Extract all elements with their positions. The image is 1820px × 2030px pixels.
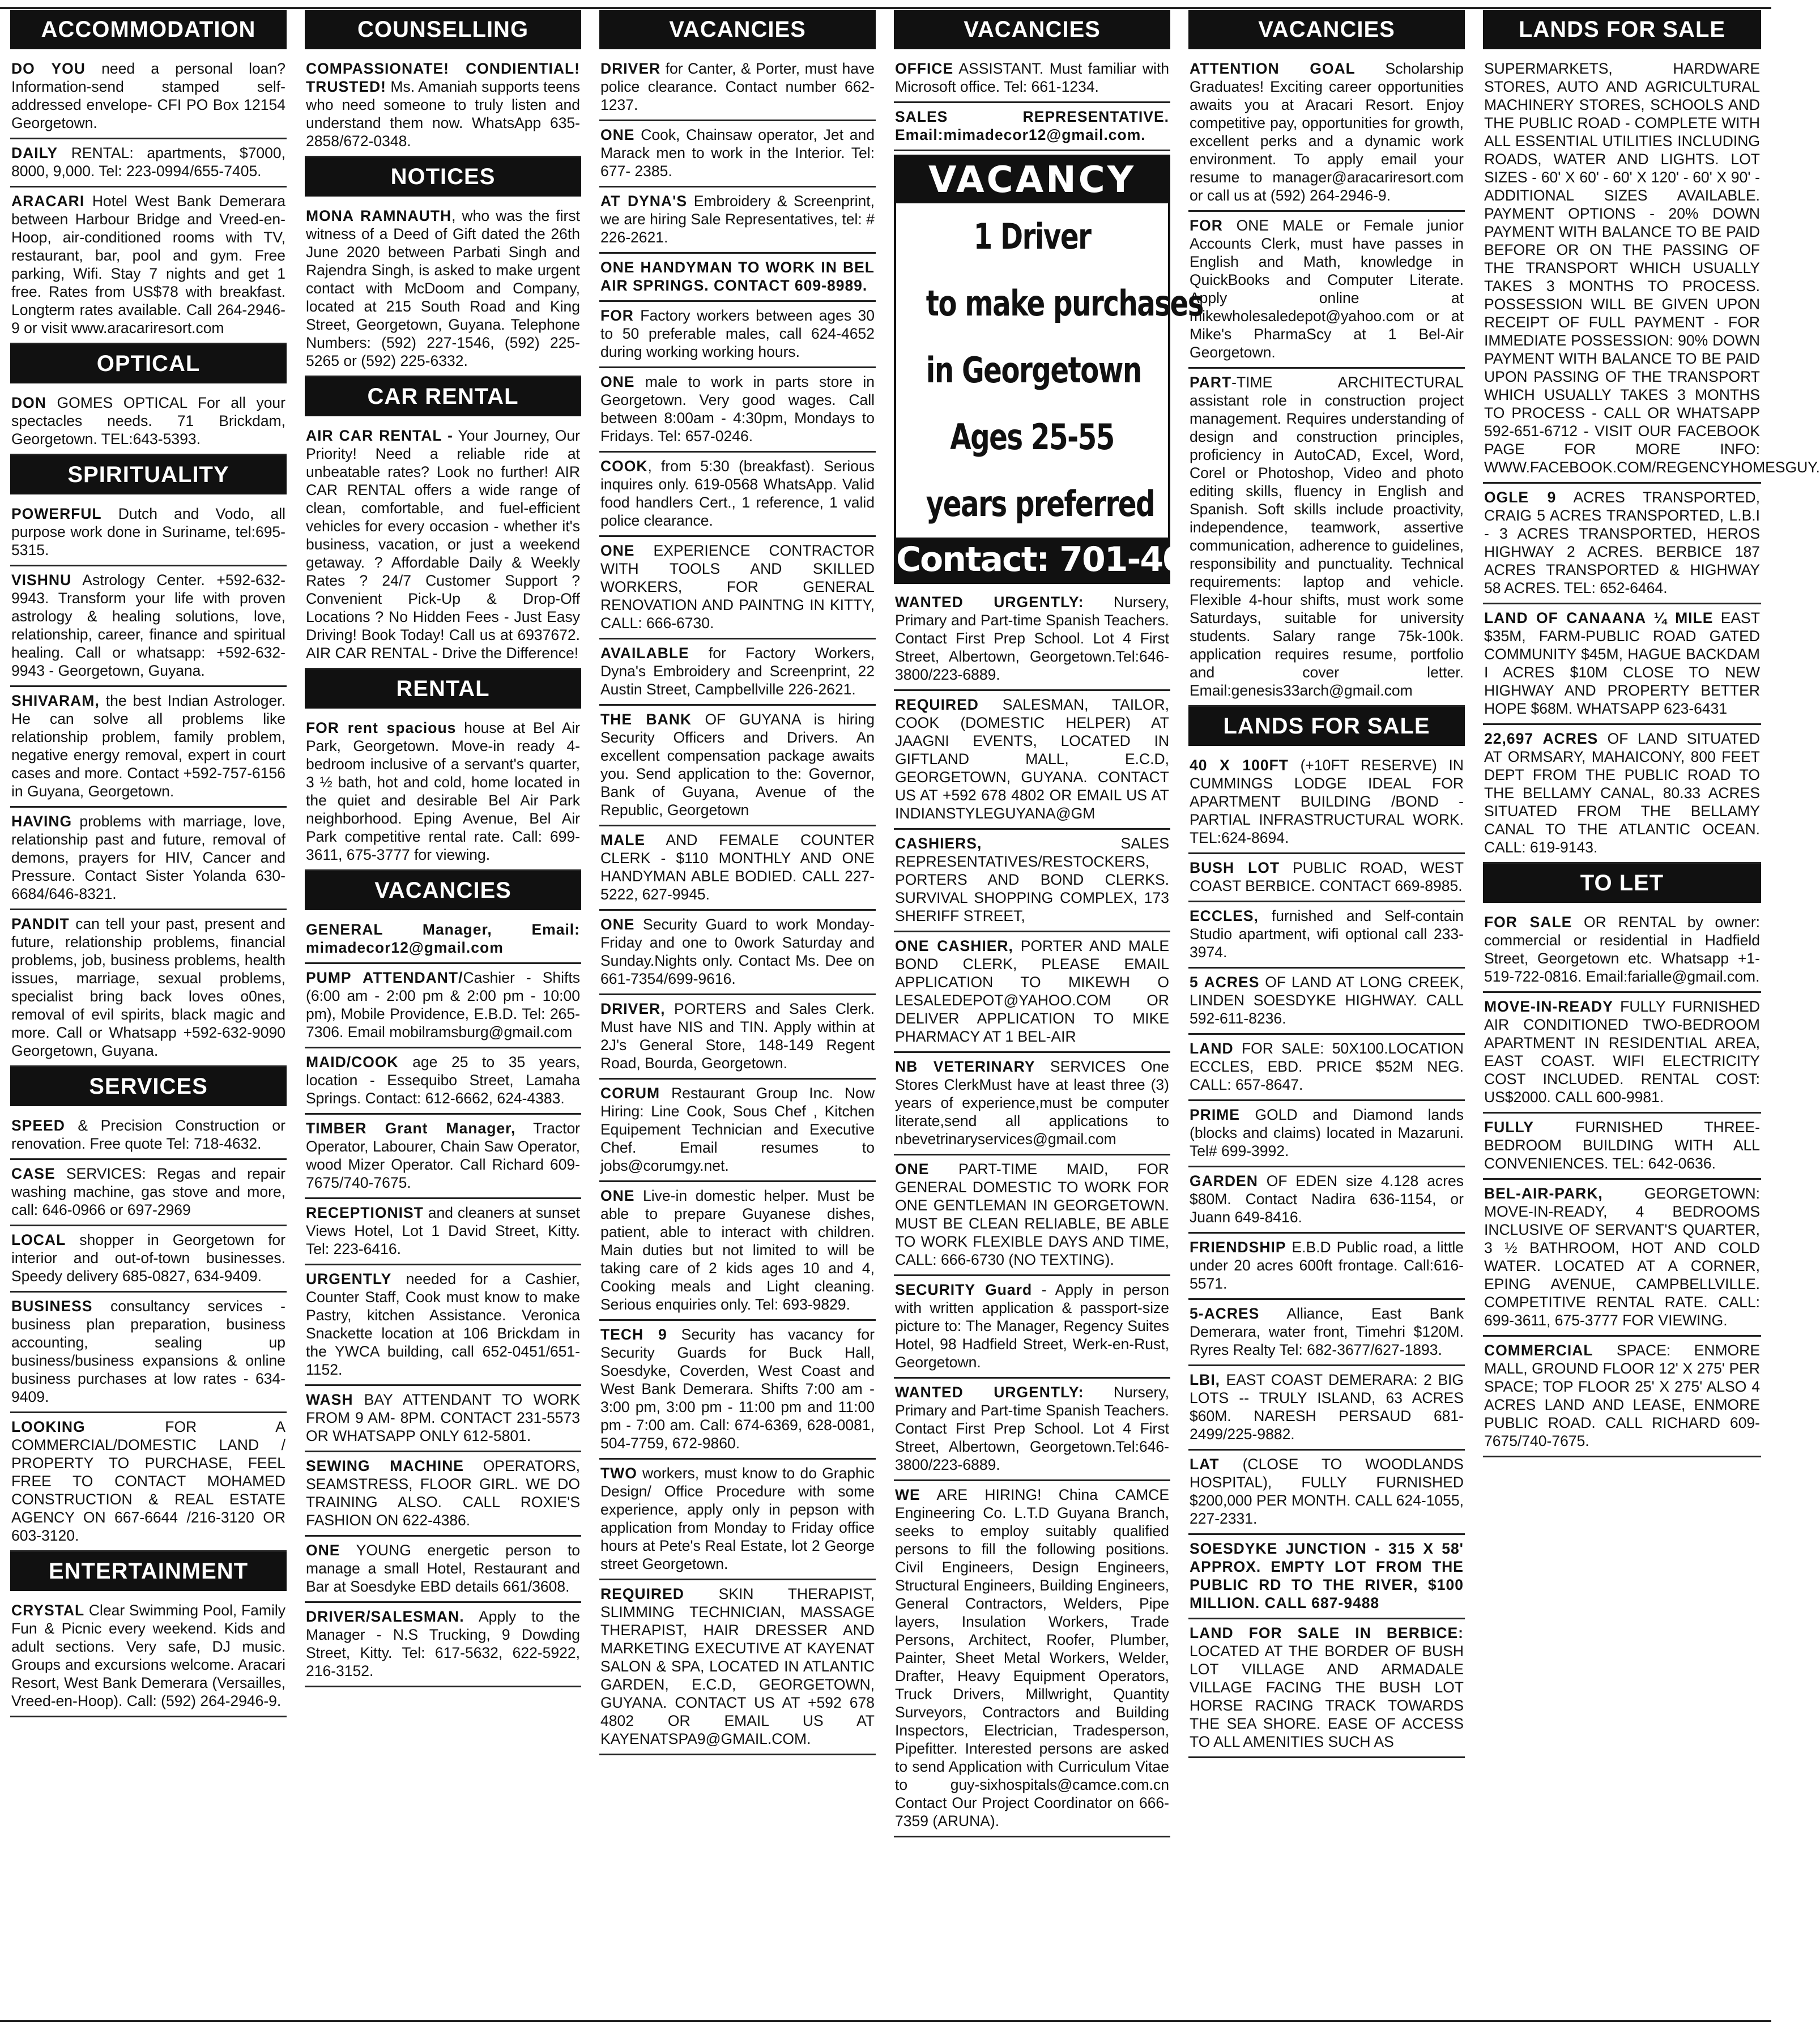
ad-lead: CRYSTAL (11, 1602, 85, 1619)
classified-ad (894, 1155, 1170, 1276)
ad-lead: LAT (1190, 1456, 1220, 1473)
classified-ad (599, 121, 876, 187)
display-ad-line: in Georgetown (926, 349, 1141, 391)
ad-text: can tell your past, present and future, relationship problems, financial problems, job, business problems, health issues, marriage, sexual problems, specialist bring back loves o0nes, removal of evil spirits, black magic and more. Call or Whatsapp +592-632-9090 Georgetown, Guyana. (11, 915, 285, 1059)
ad-text: SUPERMARKETS, HARDWARE STORES, AUTO AND AGRICULTURAL MACHINERY STORES, SCHOOLS AND THE PUBLIC ROAD - COMPLETE WITH ALL ESSENTIAL UTILITIES INCLUDING ROADS, WATER AND LIGHTS. LOT SIZES - 60' X 60' - 60' X 120' - 60' X 90' - ADDITIONAL SIZES AVAILABLE. PAYMENT OPTIONS - 20% DOWN PAYMENT WITH BALANCE TO BE PAID BEFORE OR ON THE PASSING OF THE TRANSPORT WHICH USUALLY TAKES 3 MONTHS TO PROCESS. POSSESSION WILL BE GIVEN UPON RECEIPT OF FULL PAYMENT - FOR IMMEDIATE POSSESSION: 90% DOWN PAYMENT WITH BALANCE TO BE PAID UPON PASSING OF THE TRANSPORT WHICH USUALLY TAKES 3 MONTHS TO PROCESS - CALL OR WHATSAPP 592-651-6712 - VISIT OUR FACEBOOK PAGE FOR MORE INFO: WWW.FACEBOOK.COM/REGENCYHOMESGUY. (1484, 60, 1820, 476)
classified-ad (305, 1199, 581, 1265)
classified-ad (305, 55, 581, 157)
ad-text: for Factory Workers, Dyna's Embroidery and Screenprint, 22 Austin Street, Campbellville 226-2621. (600, 645, 875, 698)
classified-ad (599, 706, 876, 826)
ad-text: and cleaners at sunset Views Hotel, Lot 1 David Street, Kitty. Tel: 223-6416. (306, 1204, 580, 1257)
classified-ad (305, 1048, 581, 1115)
classified-ad (10, 808, 287, 910)
column-5 (1188, 10, 1465, 2018)
classified-ad (599, 302, 876, 368)
ad-text: SERVICES One Stores ClerkMust have at least three (3) years of experience,must be computer literate,send all applications to nbevetrinaryservices@gmail.com (895, 1058, 1169, 1148)
ad-lead: SECURITY Guard (895, 1281, 1033, 1298)
ad-text: Embroidery & Screenprint, we are hiring Sale Representatives, tel: # 226-2621. (600, 193, 875, 246)
ad-lead: PART (1190, 374, 1232, 391)
classified-ad (1188, 55, 1465, 212)
ad-lead: WE (895, 1486, 920, 1503)
classified-ad (599, 1321, 876, 1460)
ad-lead: CORUM (600, 1085, 660, 1102)
classified-ad (10, 55, 287, 139)
ad-lead: PANDIT (11, 915, 70, 932)
classified-ad (1188, 854, 1465, 902)
ad-text: (CLOSE TO WOODLANDS HOSPITAL), FULLY FURNISHED $200,000 PER MONTH. CALL 624-1055, 227-2331. (1190, 1456, 1464, 1527)
ad-lead: TIMBER Grant Manager, (306, 1120, 516, 1137)
ad-lead: 40 X 100FT (1190, 757, 1289, 774)
ad-text: E.B.D Public road, a little under 20 acres 600ft frontage. Call:616-5571. (1190, 1239, 1464, 1292)
ad-text: Apply to the Manager - N.S Trucking, 9 Dowding Street, Kitty. Tel: 617-5632, 622-5922, 216-3152. (306, 1608, 580, 1679)
classified-ad (599, 911, 876, 995)
ad-lead: DO YOU (11, 60, 86, 77)
classified-ad (10, 1112, 287, 1160)
ad-lead: OFFICE (895, 60, 954, 77)
ad-lead: REQUIRED (895, 696, 979, 713)
section-heading-counselling: COUNSELLING (305, 10, 581, 49)
ad-lead: MOVE-IN-READY (1484, 998, 1613, 1015)
ad-lead: FRIENDSHIP (1190, 1239, 1286, 1256)
ad-text: Your Journey, Our Priority! Need a reliable ride at unbeatable rates? Look no further! AIR CAR RENTAL offers a wide range of clean, comfortable, and fuel-efficient vehicles for every occasion - whether it's business, vacation, or just a weekend getaway. ? Affordable Daily & Weekly Rates ? 24/7 Customer Support ? Convenient Pick-Up & Drop-Off Locations ? No Hidden Fees - Just Easy Driving! Book Today! Call us at 6937672. AIR CAR RENTAL - Drive the Difference! (306, 427, 580, 662)
classified-ad (894, 1481, 1170, 1837)
classified-ad (1483, 55, 1820, 484)
ad-lead: BEL-AIR-PARK, (1484, 1185, 1603, 1202)
ad-lead: FOR (1190, 217, 1223, 234)
classified-ad (305, 714, 581, 871)
classified-ad (1188, 1535, 1465, 1619)
classified-ad (305, 916, 581, 964)
ad-lead: BUSH LOT (1190, 859, 1280, 876)
classified-ad (599, 368, 876, 453)
classified-ad (1483, 1337, 1761, 1457)
ad-text: Clear Swimming Pool, Family Fun & Picnic every weekend. Kids and adult sections. Very safe, DJ music. Groups and excursions welcome. Aracari Resort, West Bank Demerara (Versailles, Vreed-en-Hoop). Call: (592) 264-2946-9. (11, 1602, 285, 1709)
ad-lead: CASHIERS, (895, 835, 982, 852)
classified-ad (1188, 212, 1465, 369)
ad-lead: ECCLES, (1190, 907, 1259, 924)
ad-text: - Apply in person with written application & passport-size picture to: The Manager, Regency Suites Hotel, 98 Hadfield Street, Werk-en-Rust, Georgetown. (895, 1281, 1169, 1371)
column-1 (10, 10, 287, 2018)
section-heading-notices: NOTICES (305, 157, 581, 197)
classified-ad (305, 202, 581, 377)
ad-text: SERVICES: Regas and repair washing machine, gas stove and more, call: 646-0966 or 697-2969 (11, 1165, 285, 1218)
classified-ad (599, 187, 876, 254)
ad-text: GOLD and Diamond lands (blocks and claims) located in Mazaruni. Tel# 699-3992. (1190, 1106, 1464, 1159)
ad-text: Dutch and Vodo, all purpose work done in Suriname, tel:695-5315. (11, 505, 285, 558)
ad-text: consultancy services - business plan preparation, business accounting, sealing up business/business expansions & online business purchases at low rates - 634-9409. (11, 1298, 285, 1405)
classified-ad (1188, 1300, 1465, 1366)
ad-lead: ONE (600, 126, 635, 143)
ad-text: SALESMAN, TAILOR, COOK (DOMESTIC HELPER) AT JAAGNI EVENTS, LOCATED IN GIFTLAND MALL, E.C.D, GEORGETOWN, GUYANA. CONTACT US AT +592 678 4802 OR EMAIL US AT INDIANSTYLEGUYANA@GM (895, 696, 1169, 822)
ad-lead: DON (11, 394, 46, 411)
ad-lead: DRIVER, (600, 1000, 666, 1017)
ad-text: OF LAND SITUATED AT ORMSARY, MAHAICONY, 800 FEET DEPT FROM THE PUBLIC ROAD TO THE BELLAMY CANAL, 80.33 ACRES SITUATED FROM THE BELLAMY CANAL TO THE ATLANTIC OCEAN. CALL: 619-9143. (1484, 730, 1760, 856)
ad-lead: LOCAL (11, 1231, 66, 1248)
ad-lead: ONE (600, 373, 635, 390)
ad-lead: COMPASSIONATE! CONDIENTIAL! TRUSTED! (306, 60, 580, 95)
ad-lead: 22,697 ACRES (1484, 730, 1599, 747)
classified-ad (1483, 909, 1761, 993)
ad-lead: DRIVER (600, 60, 661, 77)
ad-text: OR RENTAL by owner: commercial or residential in Hadfield Street, Georgetown etc. Whatsapp +1-519-722-0816. Email:farialle@gmail.com. (1484, 914, 1761, 985)
ad-text: ONE MALE or Female junior Accounts Clerk, must have passes in English and Math, knowledge in QuickBooks and Computer Literate. Apply online at mikewholesaledepot@yahoo.com or at Mike's PharmaScy at 1 Bel-Air Georgetown. (1190, 217, 1464, 361)
ad-text: ASSISTANT. Must familiar with Microsoft office. Tel: 661-1234. (895, 60, 1169, 95)
ad-text: GOMES OPTICAL For all your spectacles needs. 71 Brickdam, Georgetown. TEL:643-5393. (11, 394, 285, 447)
display-ad-line: 1 Driver (973, 216, 1091, 257)
ad-lead: TECH 9 (600, 1326, 667, 1343)
ad-text: FURNISHED THREE-BEDROOM BUILDING WITH ALL CONVENIENCES. TEL: 642-0636. (1484, 1119, 1760, 1172)
ad-text: ARE HIRING! China CAMCE Engineering Co. L.T.D Guyana Branch, seeks to employ suitably qualified persons to fill the following positions. Civil Engineers, Design Engineers, Structural Engineers, Building Engineers, General Contractors, Welders, Pipe layers, Insulation Workers, Trade Persons, Architect, Roofer, Plumber, Painter, Sheet Metal Workers, Welder, Drafter, Heavy Equipment Operators, Truck Drivers, Millwright, Quantity Surveyors, Contractors and Building Inspectors, Electrician, Tradesperson, Pipefitter. Interested persons are asked to send Application with Curriculum Vitae to guy-sixhospitals@camce.com.cn Contact Our Project Coordinator on 666-7359 (ARUNA). (895, 1486, 1169, 1829)
ad-text: OF LAND AT LONG CREEK, LINDEN SOESDYKE HIGHWAY. CALL 592-611-8236. (1190, 974, 1464, 1027)
ad-text: Nursery, Primary and Part-time Spanish Teachers. Contact First Prep School. Lot 4 First Street, Albertown, Georgetown.Tel:646-3800/223-6889. (895, 1384, 1169, 1473)
display-ad-line: Ages 25-55 (950, 416, 1114, 458)
classified-ad (10, 1597, 287, 1717)
ad-lead: SALES REPRESENTATIVE. Email:mimadecor12@gmail.com. (895, 108, 1169, 143)
column-3 (599, 10, 876, 2018)
classified-ad (894, 1276, 1170, 1379)
ad-text: EAST $35M, FARM-PUBLIC ROAD GATED COMMUNITY $45M, HAGUE BACKDAM I ACRES $10M CLOSE TO NEW HIGHWAY AND PROPERTY BETTER HOPE $68M. WHATSAPP 623-6431 (1484, 609, 1761, 717)
ad-text: FOR SALE: 50X100.LOCATION ECCLES, EBD. PRICE $52M NEG. CALL: 657-8647. (1190, 1040, 1464, 1093)
section-heading-rental: RENTAL (305, 669, 581, 709)
classified-ad (1188, 369, 1465, 707)
ad-lead: ONE (306, 1542, 340, 1559)
classified-ad (1483, 1180, 1761, 1337)
bottom-border (0, 2020, 1771, 2030)
ad-text: ACRES TRANSPORTED, CRAIG 5 ACRES TRANSPORTED, L.B.I - 3 ACRES TRANSPORTED, HEROS HIGHWAY 2 ACRES. BERBICE 187 ACRES TRANSPORTED & HIGHWAY 58 ACRES. TEL: 652-6464. (1484, 489, 1760, 596)
ad-lead: SHIVARAM, (11, 692, 100, 709)
ad-lead: ATTENTION GOAL (1190, 60, 1356, 77)
ad-lead: NB VETERINARY (895, 1058, 1035, 1075)
classified-ad (305, 422, 581, 669)
classified-ad (1188, 1366, 1465, 1451)
classifieds-page (10, 10, 1820, 2018)
classified-ad (1188, 1234, 1465, 1300)
ad-text: BAY ATTENDANT TO WORK FROM 9 AM- 8PM. CONTACT 231-5573 OR WHATSAPP ONLY 612-5801. (306, 1391, 580, 1444)
top-border (0, 0, 1771, 9)
classified-ad (10, 1226, 287, 1293)
ad-lead: ARACARI (11, 193, 85, 210)
classified-ad (305, 1537, 581, 1603)
classified-ad (599, 639, 876, 706)
ad-text: -TIME ARCHITECTURAL assistant role in construction project management. Requires understanding of design and construction principles, proficiency in AutoCAD, Excel, Word, Corel or Photoshop, Video and photo editing skills, fluency in English and Spanish. Soft skills include proactivity, independence, teamwork, assertive communication, adherence to guidelines, responsibility and punctuality. Technical requirements: laptop and vehicle. Flexible 4-hour shifts, must work some Saturdays, suitable for university students. Salary range 75k-100k. application requires resume, portfolio and cover letter. Email:genesis33arch@gmail.com (1190, 374, 1464, 699)
classified-ad (599, 826, 876, 911)
ad-lead: FOR (600, 307, 634, 324)
classified-ad (305, 1386, 581, 1452)
ad-lead: POWERFUL (11, 505, 102, 522)
classified-ad (894, 103, 1170, 151)
section-heading-optical: OPTICAL (10, 344, 287, 383)
ad-text: Astrology Center. +592-632-9943. Transform your life with proven astrology & healing solutions, love, relationship, career, finance and spiritual healing. Call or whatsapp: +592-632-9943 - Georgetown, Guyana. (11, 572, 285, 679)
ad-lead: COOK (600, 458, 648, 475)
classified-ad (894, 932, 1170, 1053)
classified-ad (1188, 1035, 1465, 1101)
ad-text: house at Bel Air Park, Georgetown. Move-in ready 4-bedroom inclusive of a servant's quarter, 3 ½ bath, hot and cold, home located in the quiet and desirable Bel Air Park neighborhood. Eping Avenue, Bel Air Park competitive rental rate. Call: 699-3611, 675-3777 for viewing. (306, 719, 580, 863)
classified-ad (1188, 1101, 1465, 1167)
classified-ad (10, 1293, 287, 1413)
classified-ad (599, 55, 876, 121)
ad-lead: FOR rent spacious (306, 719, 457, 736)
ad-lead: AT DYNA'S (600, 193, 688, 210)
ad-text: & Precision Construction or renovation. Free quote Tel: 718-4632. (11, 1117, 285, 1152)
ad-text: male to work in parts store in Georgetown. Very good wages. Call between 8:00am - 4:30pm, Mondays to Fridays. Tel: 657-0246. (600, 373, 875, 445)
ad-text: Ms. Amaniah supports teens who need someone to truly listen and understand them now. WhatsApp 635-2858/672-0348. (306, 78, 580, 150)
ad-text: LOCATED AT THE BORDER OF BUSH LOT VILLAGE AND ARMADALE VILLAGE FACING THE BUSH LOT HORSE RACING TRACK TOWARDS THE SEA SHORE. EASE OF ACCESS TO ALL AMENITIES SUCH AS (1190, 1643, 1464, 1750)
ad-lead: GENERAL Manager, Email: mimadecor12@gmail.com (306, 921, 580, 956)
classified-ad (1483, 604, 1761, 725)
display-ad-line: to make purchases (926, 283, 1203, 324)
ad-text: PUBLIC ROAD, WEST COAST BERBICE. CONTACT 669-8985. (1190, 859, 1464, 894)
classified-ad (599, 254, 876, 302)
classified-ad (10, 187, 287, 344)
ad-lead: TWO (600, 1465, 637, 1482)
ad-lead: ONE (600, 1187, 635, 1204)
classified-ad (894, 830, 1170, 932)
classified-ad (1188, 1167, 1465, 1234)
classified-ad (10, 500, 287, 566)
classified-ad (1188, 752, 1465, 854)
classified-ad (10, 687, 287, 808)
classified-ad (599, 995, 876, 1080)
ad-lead: ONE CASHIER, (895, 937, 1013, 954)
ad-text: Factory workers between ages 30 to 50 preferable males, call 624-4652 during working working hours. (600, 307, 875, 360)
section-heading-lands-for-sale: LANDS FOR SALE (1188, 707, 1465, 746)
classified-ad (10, 1160, 287, 1226)
section-heading-entertainment: ENTERTAINMENT (10, 1552, 287, 1591)
ad-lead: OGLE 9 (1484, 489, 1557, 506)
section-heading-vacancies: VACANCIES (1188, 10, 1465, 49)
ad-lead: HAVING (11, 813, 73, 830)
ad-text: Cook, Chainsaw operator, Jet and Marack men to work in the Interior. Tel: 677- 2385. (600, 126, 875, 180)
display-ad-title: VACANCY (896, 157, 1168, 203)
ad-text: EAST COAST DEMERARA: 2 BIG LOTS -- TRULY ISLAND, 63 ACRES $60M. NARESH PERSAUD 681-2499/225-9882. (1190, 1371, 1464, 1443)
classified-ad (305, 1115, 581, 1199)
section-heading-vacancies: VACANCIES (599, 10, 876, 49)
column-6 (1483, 10, 1820, 2018)
ad-text: Security has vacancy for Security Guards for Buck Hall, Soesdyke, Coverden, West Coast and West Bank Demerara. Shifts 7:00 am - 3:00 pm, 3:00 pm - 11:00 pm and 11:00 pm - 7:00 am. Call: 674-6369, 628-0081, 504-7759, 672-9860. (600, 1326, 875, 1452)
ad-text: Hotel West Bank Demerara between Harbour Bridge and Vreed-en-Hoop, air-conditioned rooms with TV, restaurant, bar, pool and gym. Free parking, Wifi. Stay 7 nights and get 1 free. Rates from US$78 with breakfast. Longterm rates available. Call 264-2946-9 or visit www.aracariresort.com (11, 193, 285, 336)
ad-text: YOUNG energetic person to manage a small Hotel, Restaurant and Bar at Soesdyke EBD details 661/3608. (306, 1542, 580, 1595)
ad-text: Alliance, East Bank Demerara, water front, Timehri $120M. Ryres Realty Tel: 682-3677/627-1893. (1190, 1305, 1464, 1358)
ad-text: SALES REPRESENTATIVES/RESTOCKERS, PORTERS AND BOND CLERKS. SURVIVAL SHOPPING COMPLEX, 173 SHERIFF STREET, (895, 835, 1169, 924)
ad-lead: FOR SALE (1484, 914, 1572, 931)
ad-text: Restaurant Group Inc. Now Hiring: Line Cook, Sous Chef , Kitchen Equipement Technician and Executive Chef. Email resumes to jobs@corumgy.net. (600, 1085, 875, 1174)
classified-ad (305, 964, 581, 1048)
ad-lead: LOOKING (11, 1418, 86, 1435)
classified-ad (305, 1452, 581, 1537)
classified-ad (894, 691, 1170, 830)
ad-text: shopper in Georgetown for interior and out-of-town businesses. Speedy delivery 685-0827, 634-9409. (11, 1231, 285, 1285)
ad-text: PART-TIME MAID, FOR GENERAL DOMESTIC TO WORK FOR ONE GENTLEMAN IN GEORGETOWN. MUST BE CLEAN RELIABLE, BE ABLE TO WORK FLEXIBLE DAYS AND TIME, CALL: 666-6730 (NO TEXTING). (895, 1161, 1169, 1268)
section-heading-lands-for-sale: LANDS FOR SALE (1483, 10, 1761, 49)
ad-text: (+10FT RESERVE) IN CUMMINGS LODGE IDEAL FOR APARTMENT BUILDING /BOND - PARTIAL INFRASTRUCTURAL WORK. TEL:624-8694. (1190, 757, 1464, 846)
section-heading-car-rental: CAR RENTAL (305, 377, 581, 416)
ad-text: PORTERS and Sales Clerk. Must have NIS and TIN. Apply within at 2J's General Store, 148-149 Regent Road, Bourda, Georgetown. (600, 1000, 875, 1072)
classified-ad (599, 1080, 876, 1182)
ad-text: FOR A COMMERCIAL/DOMESTIC LAND / PROPERTY TO PURCHASE, FEEL FREE TO CONTACT MOHAMED CONSTRUCTION & REAL ESTATE AGENCY ON 667-6644 /216-3120 OR 603-3120. (11, 1418, 285, 1544)
display-ad-contact: Contact: 701-4000 (896, 538, 1168, 582)
ad-lead: RECEPTIONIST (306, 1204, 424, 1221)
ad-lead: REQUIRED (600, 1585, 684, 1602)
classified-ad (599, 1580, 876, 1755)
ad-lead: COMMERCIAL (1484, 1342, 1593, 1359)
ad-lead: GARDEN (1190, 1172, 1258, 1189)
classified-ad (1188, 902, 1465, 969)
ad-text: OPERATORS, SEAMSTRESS, FLOOR GIRL. WE DO TRAINING ALSO. CALL ROXIE'S FASHION ON 622-4386. (306, 1457, 581, 1529)
ad-text: RENTAL: apartments, $7000, 8000, 9,000. Tel: 223-0994/655-7405. (11, 144, 285, 180)
ad-text: Tractor Operator, Labourer, Chain Saw Operator, wood Mizer Operator. Call Richard 609-7675/740-7675. (306, 1120, 581, 1191)
ad-lead: 5 ACRES (1190, 974, 1260, 991)
classified-ad (894, 55, 1170, 103)
classified-ad (1188, 1451, 1465, 1535)
ad-lead: VISHNU (11, 572, 72, 588)
classified-ad (599, 537, 876, 639)
ad-text: needed for a Cashier, Counter Staff, Cook must know to make Pastry, kitchen Assistance. Veronica Snackette location at 106 Brickdam in the YWCA building, call 652-0451/651-1152. (306, 1270, 580, 1378)
section-heading-vacancies: VACANCIES (894, 10, 1170, 49)
classified-ad (10, 910, 287, 1067)
ad-text: OF GUYANA is hiring Security Officers and Drivers. An excellent compensation package awaits you. Send application to the: Governor, Bank of Guyana, Avenue of the Republic, Georgetown (600, 711, 875, 818)
ad-lead: SPEED (11, 1117, 65, 1134)
ad-text: Scholarship Graduates! Exciting career opportunities awaits you at Aracari Resort. Enjoy competitive pay, opportunities for growth, excellent perks and a dynamic work environment. To apply email your resume to manager@aracariresort.com or call us at (592) 264-2946-9. (1190, 60, 1464, 204)
ad-text: SPACE: ENMORE MALL, GROUND FLOOR 12' X 275' PER SPACE; TOP FLOOR 25' X 275' ALSO 4 ACRES LAND AND LEASE, ENMORE PUBLIC ROAD. CALL RICHARD 609-7675/740-7675. (1484, 1342, 1760, 1449)
ad-text: Nursery, Primary and Part-time Spanish Teachers. Contact First Prep School. Lot 4 First Street, Albertown, Georgetown.Tel:646-3800/223-6889. (895, 594, 1169, 683)
classified-ad (10, 1413, 287, 1552)
ad-lead: BUSINESS (11, 1298, 93, 1315)
ad-text: for Canter, & Porter, must have police clearance. Contact number 662-1237. (600, 60, 875, 113)
ad-lead: SEWING MACHINE (306, 1457, 464, 1474)
ad-text: AND FEMALE COUNTER CLERK - $110 MONTHLY AND ONE HANDYMAN ABLE BODIED. CALL 227-5222, 627-9945. (600, 831, 875, 903)
ad-text: FULLY FURNISHED AIR CONDITIONED TWO-BEDROOM APARTMENT IN RESIDENTIAL AREA, EAST COAST. WIFI ELECTRICITY COST INCLUDED. RENTAL COST: US$2000. CALL 600-9981. (1484, 998, 1760, 1106)
classified-ad (599, 1460, 876, 1580)
ad-text: workers, must know to do Graphic Design/ Office Procedure with some experience, apply only in pepson with application from Monday to Friday office hours at Pete's Real Estate, lot 2 George street Georgetown. (600, 1465, 875, 1572)
classified-ad (10, 389, 287, 455)
classified-ad (599, 1182, 876, 1321)
ad-lead: MALE (600, 831, 646, 848)
ad-lead: CASE (11, 1165, 56, 1182)
classified-ad (1188, 969, 1465, 1035)
ad-lead: WANTED URGENTLY: (895, 1384, 1084, 1401)
classified-ad (1483, 484, 1761, 604)
classified-ad (1188, 1619, 1465, 1758)
ad-lead: SOESDYKE JUNCTION - 315 X 58' APPROX. EMPTY LOT FROM THE PUBLIC RD TO THE RIVER, $100 MILLION. CALL 687-9488 (1190, 1540, 1464, 1611)
ad-lead: ONE HANDYMAN TO WORK IN BEL AIR SPRINGS. CONTACT 609-8989. (600, 259, 875, 294)
ad-lead: ONE (600, 542, 635, 559)
ad-lead: THE BANK (600, 711, 692, 728)
ad-lead: DAILY (11, 144, 58, 161)
section-heading-to-let: TO LET (1483, 864, 1761, 903)
classified-ad (305, 1603, 581, 1687)
ad-lead: LAND OF CANAANA ¼ MILE (1484, 609, 1714, 626)
column-2 (305, 10, 581, 2018)
ad-text: , who was the first witness of a Deed of Gift dated the 26th June 2020 between Parbati Singh and Rajendra Singh, is asked to make urgent contact with McDoom and Company, located at 215 South Road and King Street, Georgetown, Guyana. Telephone Numbers: (592) 227-1546, (592) 225-5265 or (592) 225-6332. (306, 207, 580, 369)
classified-ad (599, 453, 876, 537)
ad-lead: PRIME (1190, 1106, 1240, 1123)
section-heading-services: SERVICES (10, 1067, 287, 1106)
ad-text: SKIN THERAPIST, SLIMMING TECHNICIAN, MASSAGE THERAPIST, HAIR DRESSER AND MARKETING EXECUTIVE AT KAYENAT SALON & SPA, LOCATED IN ATLANTIC GARDEN, E.C.D, GEORGETOWN, GUYANA. CONTACT US AT +592 678 4802 OR EMAIL US AT KAYENATSPA9@GMAIL.COM. (600, 1585, 875, 1747)
ad-text: Cashier - Shifts (6:00 am - 2:00 pm & 2:00 pm - 10:00 pm), Mobile Providence, E.B.D. Tel: 265-7306. Email mobilramsburg@gmail.com (306, 969, 580, 1040)
section-heading-vacancies: VACANCIES (305, 871, 581, 910)
ad-lead: WASH (306, 1391, 353, 1408)
ad-text: GEORGETOWN: MOVE-IN-READY, 4 BEDROOMS INCLUSIVE OF SERVANT'S QUARTER, 3 ½ BATHROOM, HOT AND COLD WATER. LOCATED AT A CORNER, EPING AVENUE, CAMPBELLVILLE. COMPETITIVE RENTAL RATE. CALL: 699-3611, 675-3777 FOR VIEWING. (1484, 1185, 1760, 1329)
ad-lead: ONE (600, 916, 635, 933)
ad-lead: LAND FOR SALE IN BERBICE: (1190, 1624, 1464, 1641)
ad-text: problems with marriage, love, relationship past and future, removal of demons, prayers for HIV, Cancer and Pressure. Contact Sister Yolanda 630-6684/646-8321. (11, 813, 285, 902)
ad-text: PORTER AND MALE BOND CLERK, PLEASE EMAIL APPLICATION TO MIKEWH O LESALEDEPOT@YAHOO.COM OR DELIVER APPLICATION TO MIKE PHARMACY AT 1 BEL-AIR (895, 937, 1169, 1045)
ad-lead: LAND (1190, 1040, 1234, 1057)
ad-lead: PUMP ATTENDANT/ (306, 969, 463, 986)
ad-text: OF EDEN size 4.128 acres $80M. Contact Nadira 636-1154, or Juann 649-8416. (1190, 1172, 1464, 1226)
ad-text: EXPERIENCE CONTRACTOR WITH TOOLS AND SKILLED WORKERS, FOR GENERAL RENOVATION AND PAINTNG IN KITTY, CALL: 666-6730. (600, 542, 875, 632)
ad-text: , from 5:30 (breakfast). Serious inquires only. 619-0568 WhatsApp. Valid food handlers Cert., 1 reference, 1 valid police clearance. (600, 458, 875, 529)
ad-text: the best Indian Astrologer. He can solve all problems like relationship problem, family problem, negative energy removal, expert in court cases and more. Contact +592-757-6156 in Guyana, Georgetown. (11, 692, 285, 800)
ad-lead: MAID/COOK (306, 1054, 399, 1071)
ad-lead: LBI, (1190, 1371, 1221, 1388)
ad-lead: AVAILABLE (600, 645, 689, 662)
ad-text: age 25 to 35 years, location - Essequibo Street, Lamaha Springs. Contact: 612-6662, 624-4383. (306, 1054, 580, 1107)
classified-ad (894, 1053, 1170, 1155)
classified-ad (10, 566, 287, 687)
ad-lead: WANTED URGENTLY: (895, 594, 1084, 611)
ad-text: furnished and Self-contain Studio apartment, wifi optional call 233-3974. (1190, 907, 1464, 961)
ad-lead: 5-ACRES (1190, 1305, 1260, 1322)
ad-lead: DRIVER/SALESMAN. (306, 1608, 464, 1625)
classified-ad (1483, 993, 1761, 1114)
ad-text: Live-in domestic helper. Must be able to prepare Guyanese dishes, patient, able to interact with children. Main duties but not limited to will be taking care of 2 kids ages 10 and 4, Cooking meals and Light cleaning. Serious enquiries only. Tel: 693-9829. (600, 1187, 875, 1313)
ad-text: Security Guard to work Monday-Friday and one to 0work Saturday and Sunday.Nights only. Contact Ms. Dee on 661-7354/699-9616. (600, 916, 875, 987)
ad-lead: ONE (895, 1161, 930, 1178)
ad-lead: AIR CAR RENTAL - (306, 427, 453, 444)
classified-ad (1483, 725, 1761, 864)
ad-lead: MONA RAMNAUTH (306, 207, 452, 224)
classified-ad (305, 1265, 581, 1386)
classified-ad (894, 588, 1170, 691)
display-ad-line: years preferred (926, 483, 1155, 524)
section-heading-accommodation: ACCOMMODATION (10, 10, 287, 49)
classified-ad (1483, 1114, 1761, 1180)
ad-lead: FULLY (1484, 1119, 1534, 1136)
classified-ad (10, 139, 287, 187)
ad-lead: URGENTLY (306, 1270, 392, 1287)
section-heading-spirituality: SPIRITUALITY (10, 455, 287, 494)
classified-ad (894, 1379, 1170, 1481)
ad-text: need a personal loan? Information-send stamped self-addressed envelope- CFI PO Box 12154 Georgetown. (11, 60, 285, 131)
